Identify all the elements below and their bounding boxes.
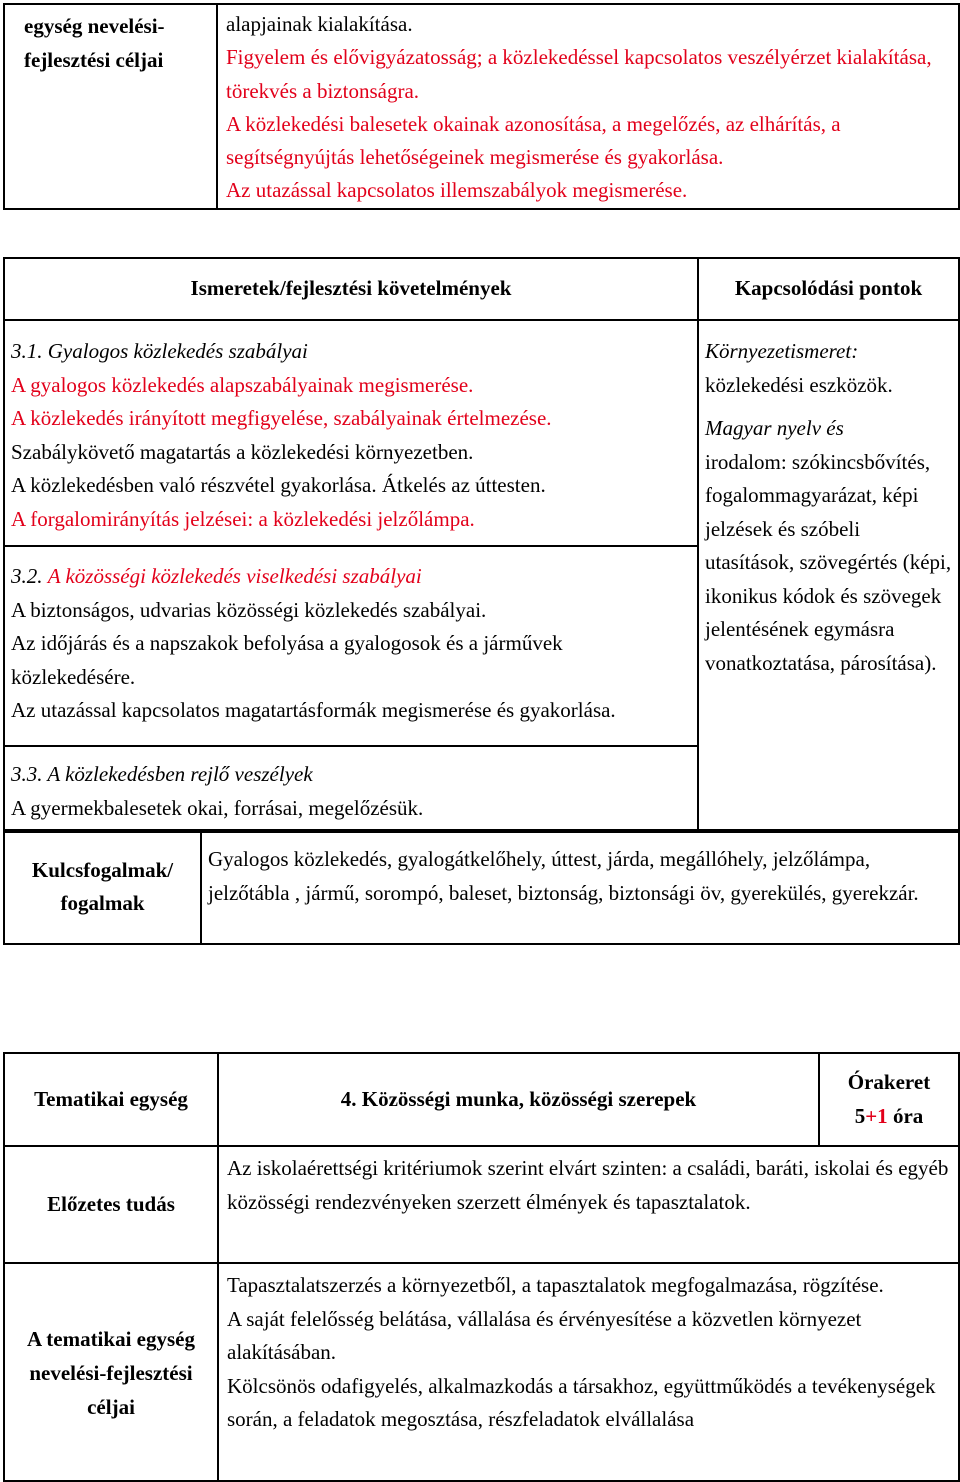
section-line: A gyermekbalesetek okai, forrásai, megelőzésük. [11,795,424,820]
section-3-2-number: 3.2. [11,564,43,588]
prior-knowledge-label: Előzetes tudás [47,1191,175,1216]
unit-goals-label: A tematikai egység nevelési-fejlesztési céljai [27,1327,195,1419]
goals-line: alapjainak kialakítása. [226,12,413,36]
env-connection-title: Környezetismeret: [705,339,859,363]
unit-goals-label-cell [4,1263,218,1481]
hours-base: 5 [854,1103,866,1128]
prior-knowledge-label-cell [4,1146,218,1263]
section-line: A biztonságos, udvarias közösségi közlekedés szabályai. [11,597,487,622]
lang-connection-text: irodalom: szókincsbővítés, fogalommagyarázat, képi jelzések és szóbeli utasítások, szövegértés (képi, ikonikus kódok és szövegek jelentésének egymásra vonatkoztatása, párosítása). [705,449,952,675]
goals-label-cell [4,4,217,209]
hours-unit: óra [892,1103,924,1128]
unit-goal-line: Kölcsönös odafigyelés, alkalmazkodás a társakhoz, együttműködés a tevékenységek során, a feladatok megosztása, részfeladatok elvállalása [227,1373,936,1431]
unit-label-cell [4,1053,218,1146]
prior-knowledge-text-cell [218,1146,959,1263]
keywords-label-cell [4,830,201,944]
keywords-table [3,829,960,945]
hours-label: Órakeret [847,1070,931,1094]
unit-goal-line: A saját felelősség belátása, vállalása és érvényesítése a közvetlen környezet alakításában. [227,1306,862,1364]
requirements-table [3,257,960,833]
section-line: Az időjárás és a napszakok befolyása a gyalogosok és a járművek közlekedésére. [11,631,563,689]
unit-goal-line: Tapasztalatszerzés a környezetből, a tapasztalatok megfogalmazása, rögzítése. [227,1273,884,1297]
keywords-text: Gyalogos közlekedés, gyalogátkelőhely, úttest, járda, megállóhely, jelzőlámpa, jelzőtábla , jármű, sorompó, baleset, biztonság, biztonsági öv, gyerekülés, gyerekzár. [208,847,919,905]
hours-cell [819,1053,959,1146]
section-line: A közlekedés irányított megfigyelése, szabályainak értelmezése. [11,406,552,430]
section-line: A forgalomirányítás jelzései: a közlekedési jelzőlámpa. [11,506,475,531]
section-line: Szabálykövető magatartás a közlekedési környezetben. [11,439,474,464]
goals-line: A közlekedési balesetek okainak azonosítása, a megelőzés, az elhárítás, a segítségnyújtás lehetőségeinek megismerése és gyakorlása. [226,111,841,170]
unit-goals-text-cell [218,1263,959,1481]
section-3-2-title: A közösségi közlekedés viselkedési szabályai [47,564,422,588]
section-3-3-title: 3.3. A közlekedésben rejlő veszélyek [11,762,313,786]
section-3-3-cell [4,746,698,832]
keywords-label: Kulcsfogalmak/ fogalmak [31,857,174,915]
hours-plus: +1 [865,1103,888,1128]
connections-cell [698,320,959,832]
section-3-1-cell [4,320,698,546]
goals-content-cell [217,4,959,209]
connections-header-cell [698,258,959,320]
connections-header: Kapcsolódási pontok [734,276,923,301]
env-connection-text: közlekedési eszközök. [705,372,893,397]
requirements-header-cell [4,258,698,320]
section-3-2-cell [4,546,698,746]
section-3-1-title: 3.1. Gyalogos közlekedés szabályai [11,339,308,363]
keywords-text-cell [201,830,959,944]
section-line: A közlekedésben való részvétel gyakorlása. Átkelés az úttesten. [11,473,546,497]
unit-title: 4. Közösségi munka, közösségi szerepek [340,1086,697,1111]
section-line: A gyalogos közlekedés alapszabályainak megismerése. [11,372,474,397]
prior-knowledge-text: Az iskolaérettségi kritériumok szerint elvárt szinten: a családi, baráti, iskolai és egyéb közösségi rendezvényeken szerzett élmények és tapasztalatok. [227,1156,949,1214]
goals-line: Az utazással kapcsolatos illemszabályok megismerése. [226,178,688,203]
unit-title-cell [218,1053,819,1146]
unit-label: Tematikai egység [34,1086,188,1111]
unit-table [3,1052,960,1482]
section-line: Az utazással kapcsolatos magatartásformák megismerése és gyakorlása. [11,698,616,722]
requirements-header: Ismeretek/fejlesztési követelmények [190,276,512,301]
lang-connection-title: Magyar nyelv és [705,416,844,440]
goals-label: egység nevelési-fejlesztési céljai [24,14,165,72]
goals-line: Figyelem és elővigyázatosság; a közlekedéssel kapcsolatos veszélyérzet kialakítása, törekvés a biztonságra. [226,45,932,103]
goals-table-top [3,3,960,210]
